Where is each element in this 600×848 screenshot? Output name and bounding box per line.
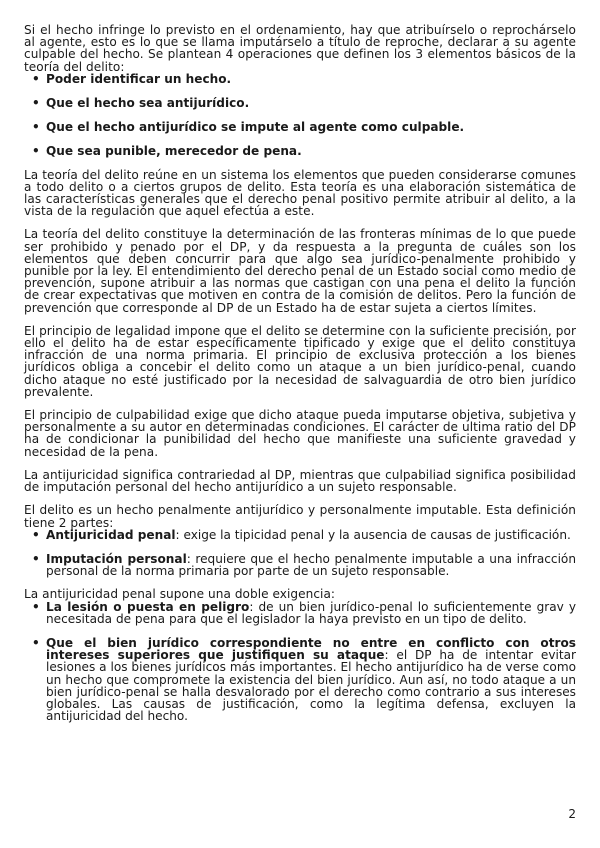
paragraph-3: La teoría del delito constituye la determinación de las fronteras mínimas de lo que puede ser prohibido y penado por el DP, y da respuesta a la pregunta de cuáles son los elementos que deben concurrir para que algo sea jurídico-penalmente prohibido y punible por la ley. El entendimiento del derecho penal de un Estado social como medio de prevención, supone atribuir a las normas que castigan con una pena el delito la función de crear expectativas que motiven en contra de la comisión de delitos. Pero la función de prevención que corresponde al DP de un Estado ha de estar sujeta a ciertos límites. bbox=[24, 227, 576, 315]
paragraph-1: Si el hecho infringe lo previsto en el ordenamiento, hay que atribuírselo o reprochárselo al agente, esto es lo que se llama imputárselo a título de reproche, declarar a su agente culpable del hecho. Se plantean 4 operaciones que definen los 3 elementos básicos de la teoría del delito: bbox=[24, 23, 576, 74]
bullet-icon: • bbox=[32, 71, 40, 86]
paragraph-4: El principio de legalidad impone que el delito se determine con la suficiente precisión, por ello el delito ha de estar específicamente tipificado y exige que el delito constituya infracción de una norma primaria. El principio de exclusiva protección a los bienes jurídicos obliga a concebir el delito como un ataque a un bien jurídico-penal, cuando dicho ataque no esté justificado por la necesidad de salvaguardia de otro bien jurídico prevalente. bbox=[24, 323, 576, 399]
paragraph-2: La teoría del delito reúne en un sistema los elementos que pueden considerarse comunes a todo delito o a ciertos grupos de delito. Esta teoría es una elaboración sistemática de las características generales que el derecho penal positivo permite atribuir al delito, a la vista de la regulación que aquel efectúa a este. bbox=[24, 167, 576, 219]
list-requirements bbox=[24, 601, 576, 723]
bullet-icon: • bbox=[32, 120, 40, 135]
list-item: • Poder identificar un hecho. bbox=[32, 71, 232, 86]
list-item: • Que el bien jurídico correspondiente no entre en conflicto con otros intereses superiores que justifiquen su ataque: el DP ha de intentar evitar lesiones a los bienes jurídicos más importantes. El hecho antijurídico ha de verse como un hecho que compromete la existencia del bien jurídico. Aun así, no todo ataque a un bien jurídico-penal se halla desvalorado por el derecho como contrario a sus intereses globales. Las causas de justificación, como la legítima defensa, excluyen la antijuricidad del hecho. bbox=[32, 635, 577, 724]
list-item: • Que el hecho antijurídico se impute al agente como culpable. bbox=[32, 120, 465, 135]
paragraph-7: El delito es un hecho penalmente antijurídico y personalmente imputable. Esta definición tiene 2 partes: bbox=[24, 503, 576, 530]
bullet-icon: • bbox=[32, 599, 40, 614]
bullet-icon: • bbox=[32, 635, 40, 650]
bullet-icon: • bbox=[32, 144, 40, 159]
bullet-icon: • bbox=[32, 527, 40, 542]
paragraph-5: El principio de culpabilidad exige que dicho ataque pueda imputarse objetiva, subjetiva y personalmente a su autor en determinadas condiciones. El carácter de ultima ratio del DP ha de condicionar la punibilidad del hecho que manifieste una suficiente gravedad y necesidad de la pena. bbox=[24, 408, 576, 459]
list-item: • Que sea punible, merecedor de pena. bbox=[32, 144, 302, 159]
list-elements bbox=[24, 73, 576, 158]
list-item: • Que el hecho sea antijurídico. bbox=[32, 96, 250, 111]
paragraph-8: La antijuricidad penal supone una doble exigencia: bbox=[24, 587, 336, 602]
paragraph-6: La antijuricidad significa contrariedad al DP, mientras que culpabiliad significa posibilidad de imputación personal del hecho antijurídico a un sujeto responsable. bbox=[24, 467, 576, 495]
page-number: 2 bbox=[568, 807, 576, 821]
list-definition-parts bbox=[24, 529, 576, 578]
list-item: • Antijuricidad penal: exige la tipicidad penal y la ausencia de causas de justificación. bbox=[32, 527, 571, 542]
bullet-icon: • bbox=[32, 96, 40, 111]
list-item: • La lesión o puesta en peligro: de un bien jurídico-penal lo suficientemente grav y necesitada de pena para que el legislador la haya previsto en un tipo de delito. bbox=[32, 599, 576, 626]
list-item: • Imputación personal: requiere que el hecho penalmente imputable a una infracción personal de la norma primaria por parte de un sujeto responsable. bbox=[32, 551, 577, 579]
bullet-icon: • bbox=[32, 551, 40, 566]
document-page bbox=[24, 24, 576, 722]
